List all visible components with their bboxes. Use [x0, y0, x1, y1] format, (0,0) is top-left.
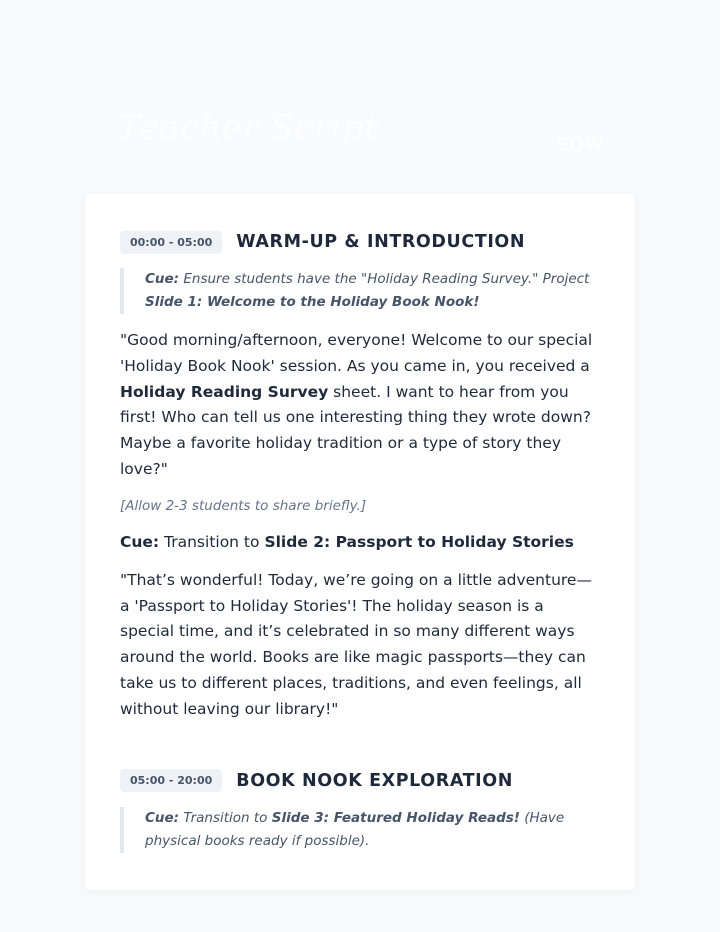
cue-slide: Slide 3: Featured Holiday Reads!	[271, 809, 520, 826]
cue-block	[120, 268, 600, 314]
cue-block	[120, 807, 600, 853]
cue-label: Cue:	[145, 271, 180, 287]
time-badge: 00:00 - 05:00	[120, 231, 222, 254]
cue-slide: Slide 1: Welcome to the Holiday Book Nook!	[145, 294, 480, 310]
cue-slide: Slide 2: Passport to Holiday Stories	[264, 532, 574, 551]
section-header	[120, 769, 600, 793]
header-title: Teacher Script	[118, 108, 379, 148]
logo: SOW	[556, 134, 605, 155]
time-badge: 05:00 - 20:00	[120, 769, 222, 792]
section-title: BOOK NOOK EXPLORATION	[236, 770, 513, 791]
cue-label: Cue:	[120, 532, 160, 551]
script-paragraph: "That’s wonderful! Today, we’re going on a little adventure—a 'Passport to Holiday Stories'! The holiday season is a special time, and it’s celebrated in so many different ways around the world. Books are like magic passports—they can take us to different places, traditions, and even feelings, all without leaving our library!"	[120, 570, 592, 718]
cue-line	[120, 530, 600, 554]
cue-text: Transition to	[179, 809, 272, 826]
paragraph-strong: Holiday Reading Survey	[120, 382, 329, 401]
header	[0, 0, 720, 195]
section-warm-up	[120, 230, 600, 723]
cue-text: (Have physical books ready if possible).	[145, 809, 565, 849]
paragraph-text: sheet. I want to hear from you first! Who can tell us one interesting thing they wrote down? Maybe a favorite holiday tradition or a type of story they love?"	[120, 382, 591, 478]
script-card	[85, 194, 635, 890]
script-paragraph	[120, 328, 600, 483]
section-header	[120, 230, 600, 254]
stage-note: [Allow 2-3 students to share briefly.]	[120, 497, 367, 514]
cue-text: Ensure students have the "Holiday Reading Survey." Project	[179, 271, 590, 287]
section-book-nook	[120, 769, 600, 853]
section-title: WARM-UP & INTRODUCTION	[236, 232, 526, 252]
paragraph-text: "Good morning/afternoon, everyone! Welcome to our special 'Holiday Book Nook' session. As you came in, you received a	[120, 331, 593, 375]
cue-label: Cue:	[145, 809, 180, 826]
cue-text: Transition to	[159, 532, 265, 551]
